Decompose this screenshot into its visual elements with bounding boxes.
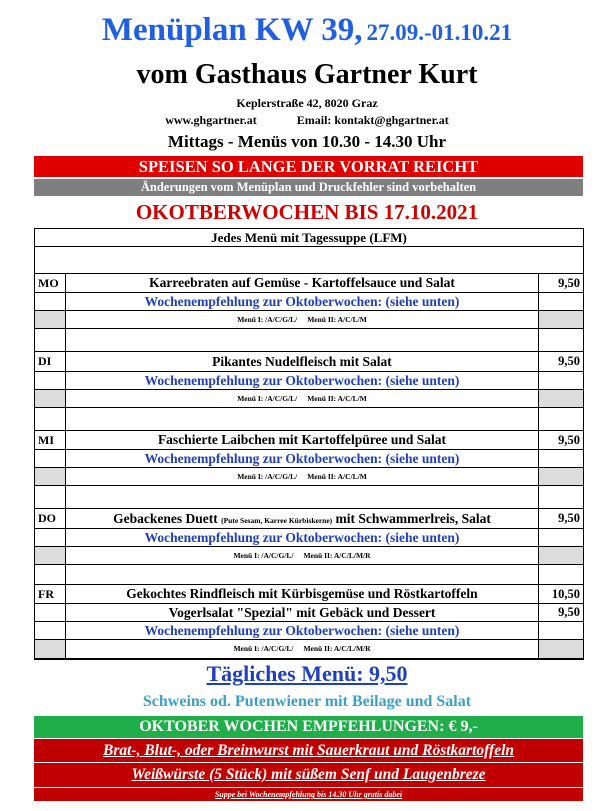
table-row-friday [35, 585, 583, 604]
empty-cell [539, 486, 583, 509]
day-label: MI [35, 431, 66, 450]
empty-cell [35, 372, 66, 390]
disclaimer-notice: Änderungen vom Menüplan und Druckfehler sind vorbehalten [34, 179, 583, 196]
empty-cell [35, 450, 66, 468]
empty-cell [539, 622, 583, 640]
soup-footer-note: Suppe bei Wochenempfehlung bis 14.30 Uhr gratis dabei [34, 788, 583, 801]
empty-cell [66, 329, 539, 352]
dish-name: Gebackenes Duett (Pute Sesam, Karree Kürbiskerne) mit Schwammerlreis, Salat [66, 509, 539, 529]
allergen-info: Menü I: /A/C/G/L/ Menü II: A/C/L/M [66, 390, 539, 408]
menu-table [34, 228, 584, 660]
empty-cell [35, 390, 66, 408]
table-row [35, 408, 583, 431]
empty-cell [35, 486, 66, 509]
allergen-info: Menü I: /A/C/G/L/ Menü II: A/C/L/M [66, 311, 539, 329]
recommendation-note: Wochenempfehlung zur Oktoberwochen: (siehe unten) [66, 529, 539, 547]
empty-cell [35, 547, 66, 565]
daily-menu-heading: Tägliches Menü: 9,50 [206, 661, 408, 686]
recommendation-note: Wochenempfehlung zur Oktoberwochen: (siehe unten) [66, 293, 539, 311]
empty-cell [66, 565, 539, 585]
empty-cell [35, 622, 66, 640]
dish-name: Karreebraten auf Gemüse - Kartoffelsauce und Salat [66, 274, 539, 293]
offer-weisswurst: Weißwürste (5 Stück) mit süßem Senf und Laugenbreze [34, 763, 583, 787]
day-label: MO [35, 274, 66, 293]
table-row-tuesday [35, 352, 583, 372]
table-row [35, 229, 583, 247]
menu-title-text: Menüplan KW 39, [101, 12, 363, 48]
empty-cell [35, 640, 66, 659]
table-row [35, 247, 583, 274]
empty-cell [35, 468, 66, 486]
empty-cell [539, 640, 583, 659]
table-row [35, 468, 583, 486]
soup-note: Jedes Menü mit Tagessuppe (LFM) [35, 229, 583, 247]
oktober-recommendations-bar: OKTOBER WOCHEN EMPFEHLUNGEN: € 9,- [34, 716, 583, 738]
table-row [35, 372, 583, 390]
empty-cell [35, 565, 66, 585]
supply-notice: SPEISEN SO LANGE DER VORRAT REICHT [34, 156, 583, 177]
dish-price: 9,50 [539, 431, 583, 450]
allergen-info: Menü I: /A/C/G/L/ Menü II: A/C/L/M/R [66, 547, 539, 565]
dish-price: 9,50 [539, 509, 583, 529]
empty-cell [539, 329, 583, 352]
day-label: DO [35, 509, 66, 529]
empty-cell [35, 408, 66, 431]
recommendation-note: Wochenempfehlung zur Oktoberwochen: (siehe unten) [66, 450, 539, 468]
table-row [35, 622, 583, 640]
table-row-monday [35, 274, 583, 293]
menu-title [0, 12, 614, 49]
day-label: FR [35, 585, 66, 604]
address: Keplerstraße 42, 8020 Graz [236, 96, 378, 110]
empty-cell [539, 565, 583, 585]
table-row [35, 311, 583, 329]
table-row [35, 547, 583, 565]
dish-price: 10,50 [539, 585, 583, 604]
empty-cell [539, 529, 583, 547]
empty-cell [539, 311, 583, 329]
table-row [35, 529, 583, 547]
email-link[interactable]: Email: kontakt@ghgartner.at [296, 113, 449, 127]
day-label: DI [35, 352, 66, 372]
restaurant-name: vom Gasthaus Gartner Kurt [136, 59, 478, 90]
website-link[interactable]: www.ghgartner.at [165, 113, 257, 127]
empty-cell [539, 293, 583, 311]
allergen-info: Menü I: /A/C/G/L/ Menü II: A/C/L/M/R [66, 640, 539, 659]
table-row [35, 450, 583, 468]
empty-cell [539, 547, 583, 565]
table-row [35, 329, 583, 352]
dish-name: Pikantes Nudelfleisch mit Salat [66, 352, 539, 372]
dish-price: 9,50 [539, 274, 583, 293]
empty-cell [35, 329, 66, 352]
menu-dates: 27.09.-01.10.21 [366, 20, 513, 45]
dish-price: 9,50 [539, 352, 583, 372]
empty-cell [66, 486, 539, 509]
dish-note: (Pute Sesam, Karree Kürbiskerne) [221, 516, 333, 525]
table-row [35, 486, 583, 509]
daily-menu-description: Schweins od. Putenwiener mit Beilage und Salat [142, 693, 472, 710]
table-row-thursday [35, 509, 583, 529]
empty-cell [35, 247, 583, 274]
opening-hours: Mittags - Menüs von 10.30 - 14.30 Uhr [167, 132, 447, 151]
empty-cell [66, 408, 539, 431]
table-row [35, 390, 583, 408]
table-row-wednesday [35, 431, 583, 450]
contact-line [0, 113, 614, 128]
allergen-info: Menü I: /A/C/G/L/ Menü II: A/C/L/M [66, 468, 539, 486]
empty-cell [539, 390, 583, 408]
dish-price-2: 9,50 [539, 604, 583, 622]
offer-sausages: Brat-, Blut-, oder Breinwurst mit Sauerkraut und Röstkartoffeln [34, 739, 583, 762]
oktober-weeks-heading: OKOTBERWOCHEN BIS 17.10.2021 [135, 200, 479, 224]
empty-cell [35, 311, 66, 329]
recommendation-note: Wochenempfehlung zur Oktoberwochen: (siehe unten) [66, 622, 539, 640]
table-row [35, 565, 583, 585]
empty-cell [35, 293, 66, 311]
empty-cell [539, 450, 583, 468]
table-row [35, 293, 583, 311]
recommendation-note: Wochenempfehlung zur Oktoberwochen: (siehe unten) [66, 372, 539, 390]
empty-cell [35, 604, 66, 622]
empty-cell [539, 408, 583, 431]
dish-name-2: Vogerlsalat "Spezial" mit Gebäck und Dessert [66, 604, 539, 622]
empty-cell [35, 529, 66, 547]
empty-cell [539, 468, 583, 486]
table-row [35, 640, 583, 659]
table-row [35, 604, 583, 622]
dish-name: Faschierte Laibchen mit Kartoffelpüree und Salat [66, 431, 539, 450]
dish-name: Gekochtes Rindfleisch mit Kürbisgemüse und Röstkartoffeln [66, 585, 539, 604]
empty-cell [539, 372, 583, 390]
